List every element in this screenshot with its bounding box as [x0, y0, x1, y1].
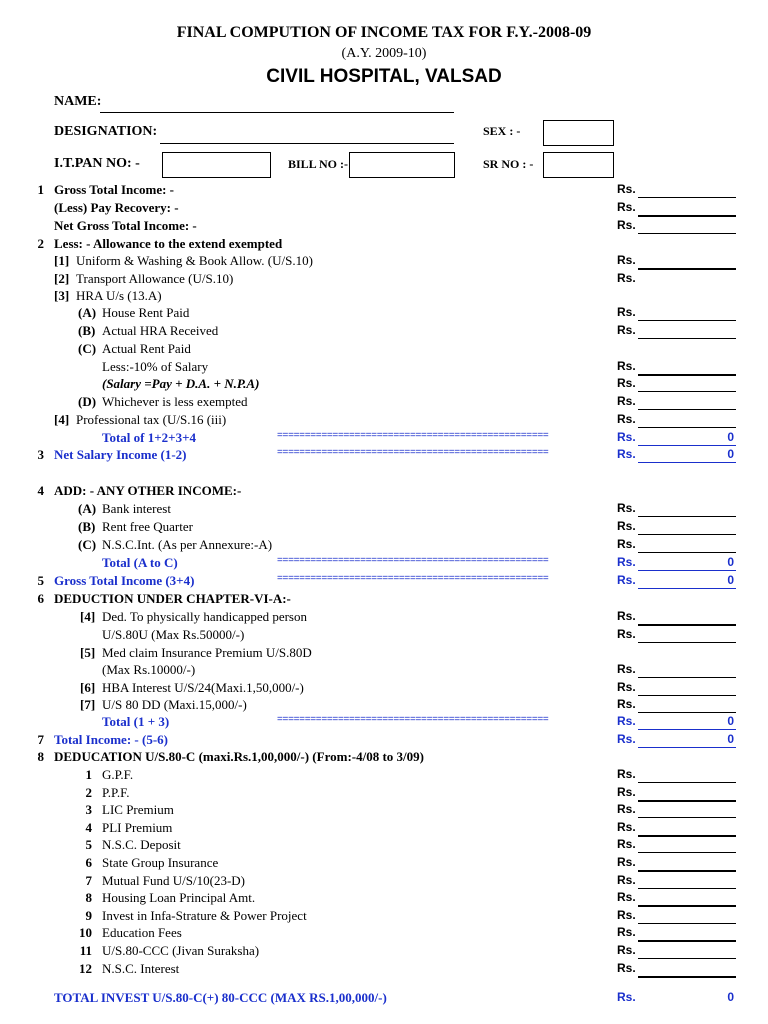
- item-number: 9: [85, 907, 92, 923]
- separator: =================================================: [277, 447, 549, 458]
- whichever-less-label: Whichever is less exempted: [102, 394, 248, 409]
- item-label: U/S.80-CCC (Jivan Suraksha): [102, 943, 260, 958]
- item-tag: [1]: [54, 253, 70, 268]
- item-tag: [5]: [80, 645, 96, 660]
- hba-interest-row: [0, 680, 768, 697]
- rent-free-quarter-row: [0, 519, 768, 536]
- section-80c-item-row: [0, 785, 768, 802]
- other-income-total-label: Total (A to C): [102, 555, 178, 570]
- section-80c-item-row: [0, 925, 768, 942]
- item-label: PLI Premium: [102, 819, 173, 835]
- separator: =================================================: [277, 555, 549, 566]
- rs-label: Rs.: [617, 784, 636, 799]
- allowance-heading-row: [0, 236, 768, 253]
- net-salary-row: [0, 447, 768, 464]
- rs-label: Rs.: [617, 609, 636, 623]
- rs-label: Rs.: [617, 890, 636, 905]
- sex-label: SEX : -: [483, 124, 521, 138]
- rs-label: Rs.: [617, 925, 636, 940]
- rs-label: Rs.: [617, 305, 636, 319]
- gross-total-income-row: [0, 182, 768, 199]
- section-80c-item-row: [0, 890, 768, 907]
- section-80u-label: U/S.80U (Max Rs.50000/-): [102, 627, 245, 642]
- section-80u-field[interactable]: [638, 642, 736, 643]
- salary-field[interactable]: [638, 391, 736, 392]
- rs-label: Rs.: [617, 555, 636, 569]
- net-salary-value: 0: [727, 447, 734, 461]
- section-number: 6: [37, 591, 44, 606]
- assessment-year: (A.Y. 2009-10): [341, 46, 427, 61]
- mediclaim-row: [0, 645, 768, 662]
- transport-allowance-row: [0, 271, 768, 288]
- rs-label: Rs.: [617, 323, 636, 337]
- actual-rent-row: [0, 341, 768, 358]
- net-gross-income-label: Net Gross Total Income: -: [54, 218, 197, 233]
- rs-label: Rs.: [617, 537, 636, 551]
- section-number: 5: [37, 573, 44, 588]
- bank-interest-field[interactable]: [638, 516, 736, 517]
- rs-label: Rs.: [617, 662, 636, 676]
- item-number: 10: [79, 925, 92, 941]
- rs-label: Rs.: [617, 714, 636, 728]
- item-tag: [4]: [54, 412, 70, 427]
- deduction-total-value: 0: [727, 714, 734, 728]
- less-ten-percent-label: Less:-10% of Salary: [102, 359, 209, 374]
- total-income-value: 0: [727, 732, 734, 746]
- item-tag: (C): [78, 537, 97, 552]
- other-income-heading-row: [0, 483, 768, 500]
- hba-interest-label: HBA Interest U/S/24(Maxi.1,50,000/-): [102, 680, 304, 695]
- section-80c-item-row: [0, 802, 768, 819]
- item-amount-field[interactable]: [638, 782, 736, 783]
- section-number: 1: [37, 182, 44, 197]
- actual-hra-row: [0, 323, 768, 340]
- rs-label: Rs.: [617, 218, 636, 232]
- item-amount-field[interactable]: [638, 817, 736, 818]
- rent-free-quarter-label: Rent free Quarter: [102, 519, 193, 534]
- nsc-interest-row: [0, 537, 768, 554]
- hra-row: [0, 288, 768, 305]
- gross-total-row: [0, 573, 768, 590]
- less-ten-percent-row: [0, 359, 768, 376]
- item-amount-field[interactable]: [638, 923, 736, 924]
- rs-label: Rs.: [617, 200, 636, 214]
- total-income-label: Total Income: - (5-6): [54, 732, 168, 747]
- rs-label: Rs.: [617, 872, 636, 887]
- item-label: N.S.C. Deposit: [102, 837, 181, 853]
- deduction-heading-row: [0, 591, 768, 608]
- allowance-total-field[interactable]: [638, 445, 736, 446]
- item-amount-field[interactable]: [638, 852, 736, 853]
- item-number: 5: [85, 837, 92, 853]
- net-salary-label: Net Salary Income (1-2): [54, 447, 187, 462]
- rs-label: Rs.: [617, 253, 636, 267]
- actual-hra-field[interactable]: [638, 338, 736, 339]
- mediclaim-label: Med claim Insurance Premium U/S.80D: [102, 645, 312, 660]
- deduction-total-row: [0, 714, 768, 731]
- rs-label: Rs.: [617, 680, 636, 694]
- gross-total-field[interactable]: [638, 588, 736, 589]
- item-number: 8: [85, 890, 92, 906]
- section-80c-heading-row: [0, 749, 768, 766]
- mediclaim-field[interactable]: [638, 677, 736, 678]
- rs-label: Rs.: [617, 519, 636, 533]
- item-label: G.P.F.: [102, 767, 134, 782]
- salary-formula-label: (Salary =Pay + D.A. + N.P.A): [102, 376, 260, 391]
- rs-label: Rs.: [617, 990, 636, 1004]
- deduction-total-label: Total (1 + 3): [102, 714, 170, 729]
- pan-label: I.T.PAN NO: -: [54, 156, 140, 171]
- item-number: 6: [85, 855, 92, 870]
- uniform-allowance-label: Uniform & Washing & Book Allow. (U/S.10): [76, 253, 313, 268]
- net-gross-income-field[interactable]: [638, 233, 736, 234]
- section-number: 7: [37, 732, 44, 747]
- whichever-less-field[interactable]: [638, 409, 736, 410]
- item-tag: (D): [78, 394, 97, 409]
- bank-interest-label: Bank interest: [102, 501, 171, 516]
- salary-formula-row: [0, 376, 768, 393]
- professional-tax-row: [0, 412, 768, 429]
- rs-label: Rs.: [617, 802, 636, 817]
- pan-field[interactable]: [162, 152, 271, 178]
- nsc-interest-label: N.S.C.Int. (As per Annexure:-A): [102, 537, 273, 552]
- item-number: 11: [79, 943, 92, 958]
- rs-label: Rs.: [617, 271, 636, 285]
- designation-field[interactable]: [160, 143, 454, 144]
- mediclaim-max-label: (Max Rs.10000/-): [102, 662, 196, 677]
- total-income-field[interactable]: [638, 747, 736, 748]
- sr-label: SR NO : -: [483, 157, 534, 171]
- gross-total-value: 0: [727, 573, 734, 587]
- item-label: LIC Premium: [102, 802, 174, 818]
- actual-rent-label: Actual Rent Paid: [102, 341, 191, 356]
- hba-interest-field[interactable]: [638, 695, 736, 696]
- rs-label: Rs.: [617, 697, 636, 711]
- actual-hra-label: Actual HRA Received: [102, 323, 219, 338]
- allowance-total-row: [0, 430, 768, 447]
- item-tag: [6]: [80, 680, 96, 695]
- transport-allowance-field[interactable]: [638, 269, 736, 270]
- item-amount-field[interactable]: [638, 888, 736, 889]
- pay-recovery-row: [0, 200, 768, 217]
- section-80c-item-row: [0, 837, 768, 854]
- rs-label: Rs.: [617, 960, 636, 975]
- bank-interest-row: [0, 501, 768, 518]
- bill-label: BILL NO :-: [288, 157, 349, 171]
- section-80c-item-row: [0, 873, 768, 890]
- item-label: Mutual Fund U/S/10(23-D): [102, 872, 245, 888]
- item-number: 3: [85, 802, 92, 818]
- other-income-total-field[interactable]: [638, 570, 736, 571]
- section-80u-row: [0, 627, 768, 644]
- item-tag: (C): [78, 341, 97, 356]
- section-80c-item-row: [0, 943, 768, 960]
- pay-recovery-field[interactable]: [638, 215, 736, 217]
- rs-label: Rs.: [617, 412, 636, 426]
- net-gross-income-row: [0, 218, 768, 235]
- section-number: 4: [37, 483, 44, 498]
- sex-field[interactable]: [543, 120, 614, 146]
- section-80c-item-row: [0, 855, 768, 872]
- rs-label: Rs.: [617, 627, 636, 641]
- rs-label: Rs.: [617, 430, 636, 444]
- item-number: 1: [85, 767, 92, 782]
- house-rent-paid-label: House Rent Paid: [102, 305, 190, 320]
- other-income-total-row: [0, 555, 768, 572]
- item-amount-field[interactable]: [638, 958, 736, 959]
- item-label: Housing Loan Principal Amt.: [102, 890, 256, 906]
- rs-label: Rs.: [617, 182, 636, 196]
- total-income-row: [0, 732, 768, 749]
- item-label: Invest in Infa-Strature & Power Project: [102, 907, 307, 923]
- separator: =================================================: [277, 573, 549, 584]
- handicapped-field[interactable]: [638, 624, 736, 626]
- rent-free-quarter-field[interactable]: [638, 534, 736, 535]
- rs-label: Rs.: [617, 907, 636, 922]
- item-tag: [4]: [80, 609, 96, 624]
- rs-label: Rs.: [617, 394, 636, 408]
- item-tag: [7]: [80, 697, 96, 712]
- rs-label: Rs.: [617, 573, 636, 587]
- item-tag: (B): [78, 323, 96, 338]
- section-80dd-row: [0, 697, 768, 714]
- rs-label: Rs.: [617, 767, 636, 781]
- handicapped-row: [0, 609, 768, 626]
- separator: =================================================: [277, 714, 549, 725]
- total-invest-label: TOTAL INVEST U/S.80-C(+) 80-CCC (MAX RS.1,00,000/-): [54, 990, 387, 1005]
- item-label: N.S.C. Interest: [102, 960, 180, 976]
- transport-allowance-label: Transport Allowance (U/S.10): [76, 271, 234, 286]
- section-80dd-field[interactable]: [638, 712, 736, 713]
- rs-label: Rs.: [617, 732, 636, 746]
- section-80c-item-row: [0, 767, 768, 784]
- rs-label: Rs.: [617, 855, 636, 869]
- uniform-allowance-row: [0, 253, 768, 270]
- total-invest-row: [0, 990, 768, 1007]
- rs-label: Rs.: [617, 501, 636, 515]
- item-amount-field[interactable]: [638, 976, 736, 978]
- rs-label: Rs.: [617, 447, 636, 461]
- section-80c-item-row: [0, 908, 768, 925]
- allowance-heading: Less: - Allowance to the extend exempted: [54, 236, 283, 251]
- gross-total-income-label: Gross Total Income: -: [54, 182, 175, 197]
- section-number: 8: [37, 749, 44, 764]
- deduction-total-field[interactable]: [638, 729, 736, 730]
- nsc-interest-field[interactable]: [638, 552, 736, 553]
- other-income-total-value: 0: [727, 555, 734, 569]
- item-tag: (B): [78, 519, 96, 534]
- rs-label: Rs.: [617, 359, 636, 373]
- item-tag: [3]: [54, 288, 70, 303]
- section-80c-item-row: [0, 820, 768, 837]
- section-number: 3: [37, 447, 44, 462]
- sr-field[interactable]: [543, 152, 614, 178]
- item-label: Education Fees: [102, 925, 182, 941]
- item-label: State Group Insurance: [102, 855, 219, 870]
- section-number: 2: [37, 236, 44, 251]
- whichever-less-row: [0, 394, 768, 411]
- section-80dd-label: U/S 80 DD (Maxi.15,000/-): [102, 697, 247, 712]
- designation-label: DESIGNATION:: [54, 124, 158, 139]
- allowance-total-value: 0: [727, 430, 734, 444]
- rs-label: Rs.: [617, 943, 636, 957]
- section-80c-item-row: [0, 961, 768, 978]
- item-number: 4: [85, 819, 92, 835]
- separator: =================================================: [277, 430, 549, 441]
- item-number: 7: [85, 872, 92, 888]
- item-number: 2: [85, 784, 92, 800]
- section-80c-heading: DEDUCATION U/S.80-C (maxi.Rs.1,00,000/-) (From:-4/08 to 3/09): [54, 749, 424, 764]
- rs-label: Rs.: [617, 819, 636, 834]
- rs-label: Rs.: [617, 376, 636, 390]
- form-title: FINAL COMPUTION OF INCOME TAX FOR F.Y.-2008-09: [176, 24, 592, 41]
- other-income-heading: ADD: - ANY OTHER INCOME:-: [54, 483, 242, 498]
- name-label: NAME:: [54, 94, 102, 109]
- allowance-total-label: Total of 1+2+3+4: [102, 430, 196, 445]
- mediclaim-max-row: [0, 662, 768, 679]
- item-tag: (A): [78, 501, 97, 516]
- item-tag: (A): [78, 305, 97, 320]
- item-number: 12: [79, 960, 92, 976]
- gross-total-income-field[interactable]: [638, 197, 736, 198]
- professional-tax-label: Professional tax (U/S.16 (iii): [76, 412, 227, 427]
- item-label: P.P.F.: [102, 784, 130, 800]
- professional-tax-field[interactable]: [638, 427, 736, 428]
- name-field[interactable]: [100, 112, 454, 113]
- deduction-heading: DEDUCTION UNDER CHAPTER-VI-A:-: [54, 591, 291, 606]
- item-tag: [2]: [54, 271, 70, 286]
- bill-field[interactable]: [349, 152, 455, 178]
- house-rent-paid-row: [0, 305, 768, 322]
- total-invest-value: 0: [727, 990, 734, 1004]
- handicapped-label: Ded. To physically handicapped person: [102, 609, 307, 624]
- house-rent-paid-field[interactable]: [638, 320, 736, 321]
- organization-name: CIVIL HOSPITAL, VALSAD: [266, 66, 502, 87]
- net-salary-field[interactable]: [638, 462, 736, 463]
- gross-total-label: Gross Total Income (3+4): [54, 573, 195, 588]
- hra-label: HRA U/s (13.A): [76, 288, 162, 303]
- pay-recovery-label: (Less) Pay Recovery: -: [54, 200, 179, 215]
- rs-label: Rs.: [617, 837, 636, 852]
